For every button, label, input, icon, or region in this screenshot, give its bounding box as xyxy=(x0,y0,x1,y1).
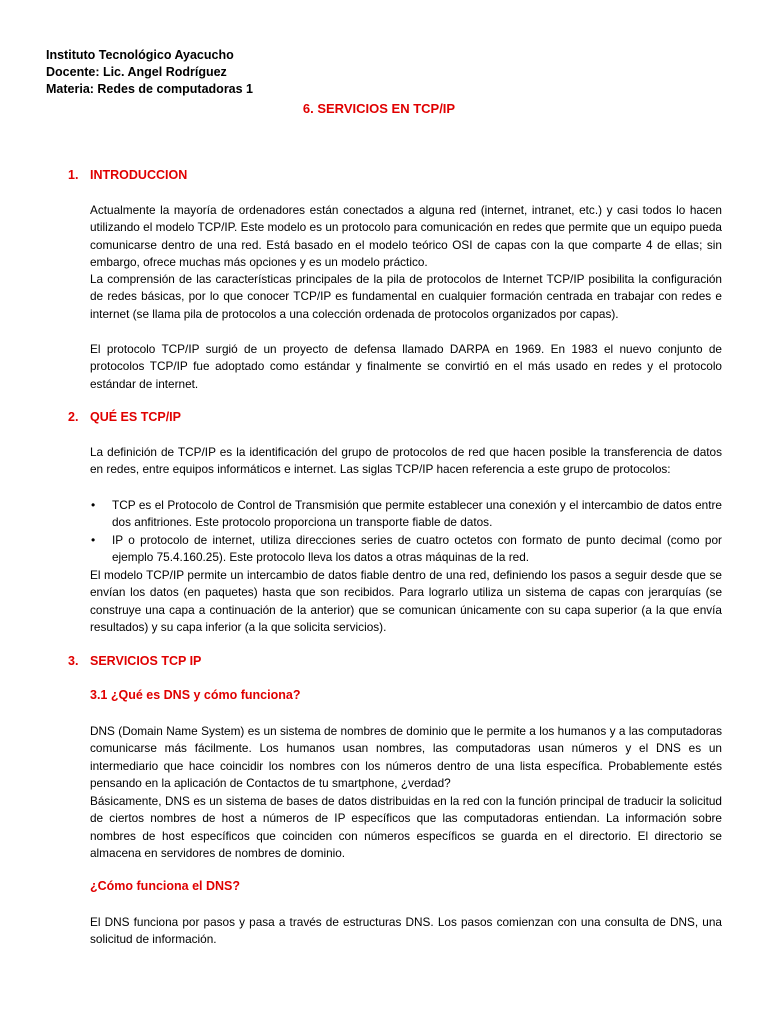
intro-paragraph-1: Actualmente la mayoría de ordenadores están conectados a alguna red (internet, intranet, etc.) y casi todos lo hacen utilizando el modelo TCP/IP. Este modelo es un protocolo para comunicación en redes que permite que un equipo pueda comunicarse dentro de una red. Está basado en el modelo teórico OSI de capas con la que comparte 4 de ellas; sin embargo, ofrece muchas más opciones y es un modelo práctico. xyxy=(90,203,722,269)
tcpip-model-paragraph: El modelo TCP/IP permite un intercambio de datos fiable dentro de una red, definiendo los pasos a seguir desde que se envían los datos (en paquetes) hasta que son recibidos. Para lograrlo utiliza un sistema de capas con jerarquías (se construye una capa a continuación de la anterior) que se comunican únicamente con su capa superior (a la que envía resultados) y su capa inferior (a la que solicita servicios). xyxy=(90,568,722,634)
dns-subheading: 3.1 ¿Qué es DNS y cómo funciona? xyxy=(90,688,301,702)
bullet-dot: • xyxy=(91,498,96,512)
bullet-dot: • xyxy=(91,533,96,547)
section-3-heading xyxy=(68,654,201,668)
intro-paragraph-3: El protocolo TCP/IP surgió de un proyecto de defensa llamado DARPA en 1969. En 1983 el nuevo conjunto de protocolos TCP/IP fue adoptado como estándar y finalmente se convirtió en el más usado en redes y el protocolo estándar de internet. xyxy=(90,342,722,391)
dns-paragraph-1: DNS (Domain Name System) es un sistema de nombres de dominio que le permite a los humanos y a las computadoras comunicarse más fácilmente. Los humanos usan nombres, las computadoras usan números y el DNS es un intermediario que hace coincidir los nombres con los números dentro de una lista específica. Probablemente estés pensando en la aplicación de Contactos de tu smartphone, ¿verdad? xyxy=(90,724,722,790)
institution-name: Instituto Tecnológico Ayacucho xyxy=(46,48,234,62)
section-1-heading xyxy=(68,168,187,182)
subject-name: Materia: Redes de computadoras 1 xyxy=(46,82,254,96)
bullet-tcp: TCP es el Protocolo de Control de Transmisión que permite establecer una conexión y el intercambio de datos entre dos anfitriones. Este protocolo proporciona un transporte fiable de datos. xyxy=(112,498,722,530)
dns-how-subheading: ¿Cómo funciona el DNS? xyxy=(90,879,240,893)
tcpip-definition-paragraph: La definición de TCP/IP es la identificación del grupo de protocolos de red que hacen posible la transferencia de datos en redes, entre equipos informáticos e internet. Las siglas TCP/IP hacen referencia a este grupo de protocolos: xyxy=(90,445,722,477)
document-title: 6. SERVICIOS EN TCP/IP xyxy=(302,101,456,116)
section-2-label: QUÉ ES TCP/IP xyxy=(90,410,181,424)
dns-paragraph-3: El DNS funciona por pasos y pasa a través de estructuras DNS. Los pasos comienzan con una consulta de DNS, una solicitud de información. xyxy=(90,915,722,947)
dns-paragraph-2: Básicamente, DNS es un sistema de bases de datos distribuidas en la red con la función principal de traducir la solicitud de ciertos nombres de host a números de IP específicos que las computadoras entiendan. La información sobre nombres de host específicos que coinciden con números específicos se guarda en el directorio. El directorio se almacena en servidores de nombres de dominio. xyxy=(90,794,722,860)
teacher-name: Docente: Lic. Angel Rodríguez xyxy=(46,65,227,79)
section-3-number: 3. xyxy=(68,654,79,668)
intro-paragraph-2: La comprensión de las características principales de la pila de protocolos de Internet TCP/IP posibilita la configuración de redes básicas, por lo que conocer TCP/IP es fundamental en cualquier formación centrada en trabajar con redes e internet (se llama pila de protocolos a una colección ordenada de protocolos organizados por capas). xyxy=(90,272,722,321)
section-1-number: 1. xyxy=(68,168,79,182)
section-1-label: INTRODUCCION xyxy=(90,168,188,182)
section-3-label: SERVICIOS TCP IP xyxy=(90,654,202,668)
bullet-ip: IP o protocolo de internet, utiliza direcciones series de cuatro octetos con formato de punto decimal (como por ejemplo 75.4.160.25). Este protocolo lleva los datos a otras máquinas de la red. xyxy=(112,533,722,565)
section-2-number: 2. xyxy=(68,410,79,424)
section-2-heading xyxy=(68,410,181,424)
